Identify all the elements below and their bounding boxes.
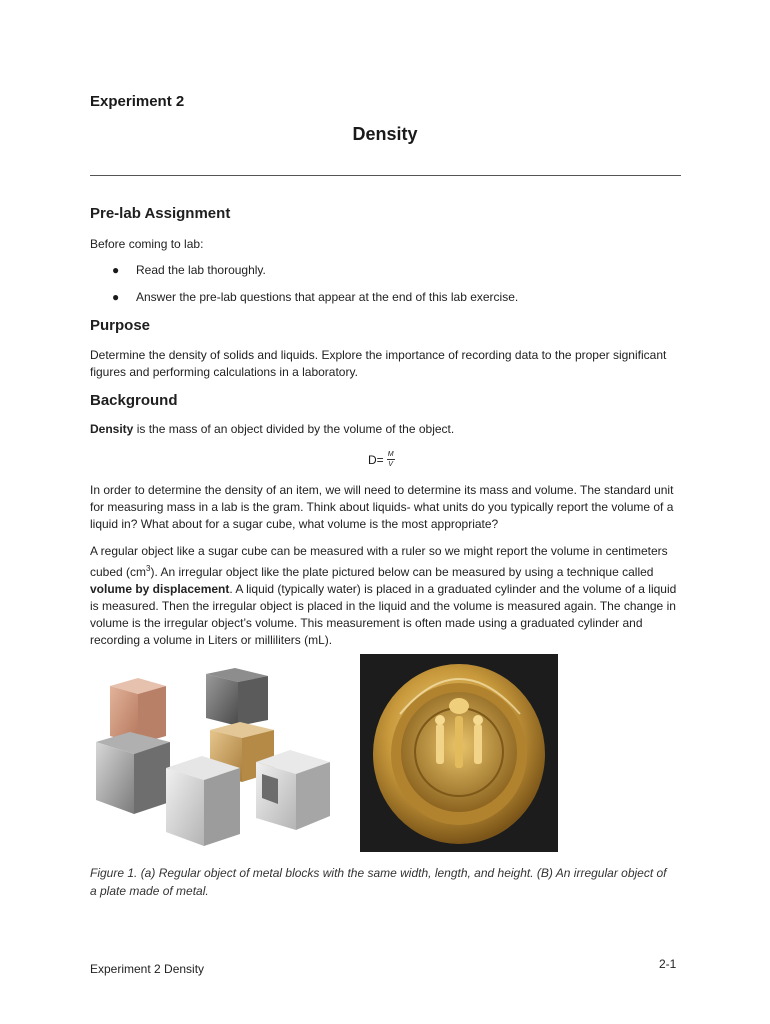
density-term: Density	[90, 422, 134, 436]
density-formula	[368, 450, 395, 469]
purpose-heading: Purpose	[90, 317, 151, 334]
prelab-heading: Pre-lab Assignment	[90, 205, 231, 222]
volume-by-displacement-term: volume by displacement	[90, 582, 230, 596]
formula-fraction	[387, 450, 395, 469]
background-heading: Background	[90, 392, 178, 409]
title-divider	[90, 175, 681, 176]
experiment-label: Experiment 2	[90, 93, 185, 110]
metal-plate-image	[360, 654, 558, 852]
plate-graphic	[360, 654, 558, 852]
footer-label: Experiment 2 Density	[90, 962, 205, 976]
formula-denominator: V	[388, 461, 393, 468]
purpose-text: Determine the density of solids and liquids. Explore the importance of recording data to the proper significant figures and performing calculations in a laboratory.	[90, 348, 667, 379]
para2-part-c: . A liquid (typically water) is placed in a graduated cylinder and the volume of a liquid is measured. Then the irregular object is placed in the liquid and the volume is measured again. The change in volume is the irregular object’s volume. This measurement is often made using a graduated cylinder and recording a volume in Liters or milliliters (mL).	[90, 582, 677, 647]
density-definition	[90, 421, 680, 438]
prelab-bullet-2: Answer the pre-lab questions that appear at the end of this lab exercise.	[136, 290, 519, 304]
superscript-3: 3	[146, 564, 151, 573]
figure-caption: Figure 1. (a) Regular object of metal blocks with the same width, length, and height. (B) An irregular object of a plate made of metal.	[90, 866, 667, 898]
density-def-text: is the mass of an object divided by the volume of the object.	[133, 422, 455, 436]
formula-numerator: M	[387, 451, 394, 458]
formula-lhs: D=	[368, 452, 384, 467]
page-number: 2-1	[659, 957, 677, 971]
para2-part-a: A regular object like a sugar cube can be measured with a ruler so we might report the volume in centimeters cubed (cm	[90, 544, 668, 579]
metal-cubes-image	[90, 664, 336, 854]
background-paragraph-1: In order to determine the density of an item, we will need to determine its mass and volume. The standard unit for measuring mass in a lab is the gram. Think about liquids- what units do you typically report the volume of a liquid in? What about for a sugar cube, what volume is the most appropriate?	[90, 483, 674, 531]
page-title: Density	[352, 124, 418, 144]
bullet-dot: ●	[112, 263, 120, 277]
prelab-intro: Before coming to lab:	[90, 237, 204, 251]
prelab-bullet-1: Read the lab thoroughly.	[136, 263, 266, 277]
bullet-dot: ●	[112, 290, 120, 304]
background-paragraph-2	[90, 543, 680, 649]
para2-part-b: ). An irregular object like the plate pictured below can be measured by using a technique called	[150, 565, 654, 579]
